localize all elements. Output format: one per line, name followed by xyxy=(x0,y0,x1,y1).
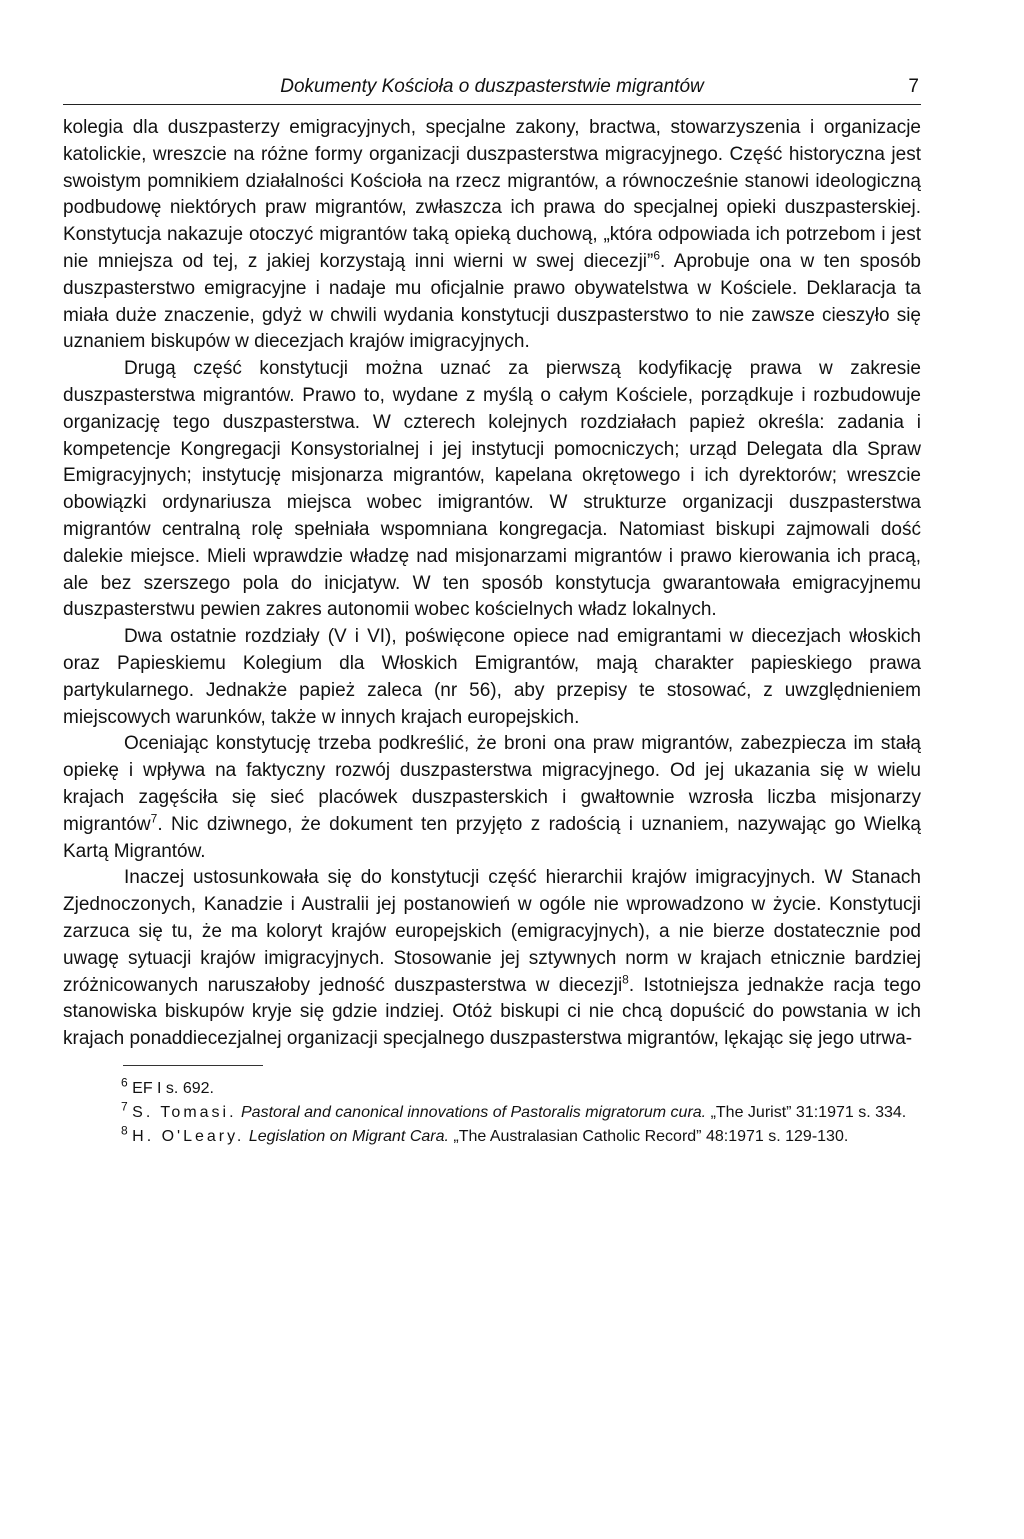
paragraph-text: Część historyczna jest swoistym pomnikiem działalności Kościoła na rzecz migrantów, a równocześnie stanowi ideologiczną podbudowę niektórych praw migrantów, zwłaszcza ich prawa do specjalnej opieki duszpasterskiej. Konstytucja nakazuje otoczyć migrantów taką opieką duchową, „która odpowiada ich potrzebom i jest nie mniejsza od tej, z jakiej korzystają inni wierni w swej diecezji” xyxy=(63,143,921,272)
paragraph-text: Inaczej ustosunkowała się do konstytucji część hierarchii krajów imigracyjnych. W Stanach Zjednoczonych, Kanadzie i Australii jej postanowień w ogóle nie wprowadzono w życie. Konstytucji zarzuca się tu, że ma koloryt krajów europejskich (emigracyjnych), a nie bierze dostatecznie pod uwagę sytuacji krajów imigracyjnych. Stosowanie jej sztywnych norm w krajach etnicznie bardziej zróżnicowanych naruszałoby jedność duszpasterstwa w diecezji xyxy=(63,867,921,996)
page xyxy=(63,70,921,1150)
paragraph xyxy=(63,624,921,731)
paragraph-text: . Istotniejsza jednakże racja tego stanowiska biskupów kryje się gdzie indziej. Otóż biskupi ci nie chcą dopuścić do powstania w ich krajach ponaddiecezjalnej organizacji specjalnego duszpasterstwa migrantów, lękając się jego utrwa- xyxy=(63,974,921,1050)
footnote-author: H. O'Leary. xyxy=(132,1127,245,1145)
footnote-ref: 6 xyxy=(653,248,661,263)
paragraph-text: Drugą część konstytucji można uznać za pierwszą kodyfikację prawa w zakresie duszpasterstwa migrantów. Prawo to, wydane z myślą o całym Kościele, porządkuje i rozbudowuje organizację tego duszpasterstwa. W czterech kolejnych rozdziałach papież określa: zadania i kompetencje Kongregacji Konsystorialnej i jej instytucji pomocniczych; urząd Delegata dla Spraw Emigracyjnych; instytucję misjonarza migrantów, kapelana okrętowego i ich dyrektorów; wreszcie obowiązki ordynariusza miejsca wobec imigrantów. W strukturze organizacji duszpasterstwa migrantów centralną rolę spełniała wspomniana kongregacja. Natomiast biskupi zajmowali dość dalekie miejsce. Mieli wprawdzie władzę nad misjonarzami migrantów i prawo kierowania ich pracą, ale bez szerszego pola do inicjatyw. W ten sposób konstytucja gwarantowała emigracyjnemu duszpasterstwu pewien zakres autonomii wobec kościelnych władz lokalnych. xyxy=(63,358,921,621)
paragraph-text: Dwa ostatnie rozdziały (V i VI), poświęcone opiece nad emigrantami w diecezjach włoskich oraz Papieskiemu Kolegium dla Włoskich Emigrantów, mają charakter papieskiego prawa partykularnego. Jednakże papież zaleca (nr 56), aby przepisy te stosować, z uwzględnieniem miejscowych warunków, także w innych krajach europejskich. xyxy=(63,626,921,728)
paragraph-text: . Nic dziwnego, że dokument ten przyjęto z radością i uznaniem, nazywając go Wielką Kartą Migrantów. xyxy=(63,813,921,862)
footnotes xyxy=(63,1075,921,1148)
paragraph-text: kolegia dla duszpasterzy emigracyjnych, specjalne zakony, bractwa, stowarzyszenia i organizacje katolickie, wreszcie na różne formy organizacji duszpasterstwa migracyjnego. xyxy=(63,117,921,165)
paragraph xyxy=(63,115,921,356)
page-number: 7 xyxy=(908,76,919,97)
running-title: Dokumenty Kościoła o duszpasterstwie migrantów xyxy=(280,76,704,97)
paragraph xyxy=(63,356,921,624)
footnote-number: 7 xyxy=(121,1099,128,1114)
body-text xyxy=(63,115,921,1053)
footnote xyxy=(63,1075,921,1100)
footnote-title: Legislation on Migrant Cara. xyxy=(248,1127,449,1145)
footnote-text: EF I s. 692. xyxy=(132,1079,214,1097)
running-header xyxy=(63,70,921,105)
footnote xyxy=(63,1099,921,1124)
footnote-number: 8 xyxy=(121,1123,128,1138)
footnote-ref: 8 xyxy=(622,972,629,987)
footnote-text: „The Jurist” 31:1971 s. 334. xyxy=(710,1103,907,1121)
footnote-separator xyxy=(123,1065,263,1066)
paragraph xyxy=(63,731,921,865)
footnote-title: Pastoral and canonical innovations of Pastoralis migratorum cura. xyxy=(241,1103,707,1121)
footnote-author: S. Tomasi. xyxy=(132,1103,237,1121)
footnote-number: 6 xyxy=(121,1075,128,1090)
paragraph-text: Oceniając konstytucję trzeba podkreślić, że broni ona praw migrantów, zabezpiecza im stałą opiekę i wpływa na faktyczny rozwój duszpasterstwa migracyjnego. Od jej ukazania się w wielu krajach zagęściła się sieć placówek duszpasterskich i gwałtownie wzrosła liczba misjonarzy migrantów xyxy=(63,733,921,835)
footnote-ref: 7 xyxy=(150,811,158,826)
footnote-text: „The Australasian Catholic Record” 48:1971 s. 129-130. xyxy=(453,1127,849,1145)
paragraph xyxy=(63,865,921,1053)
paragraph-text: . Aprobuje ona w ten sposób duszpasterstwo emigracyjne i nadaje mu oficjalnie prawo obywatelstwa w Kościele. Deklaracja ta miała duże znaczenie, gdyż w chwili wydania konstytucji duszpasterstwo to nie zawsze cieszyło się uznaniem biskupów w diecezjach krajów imigracyjnych. xyxy=(63,250,921,353)
footnote xyxy=(63,1123,921,1148)
